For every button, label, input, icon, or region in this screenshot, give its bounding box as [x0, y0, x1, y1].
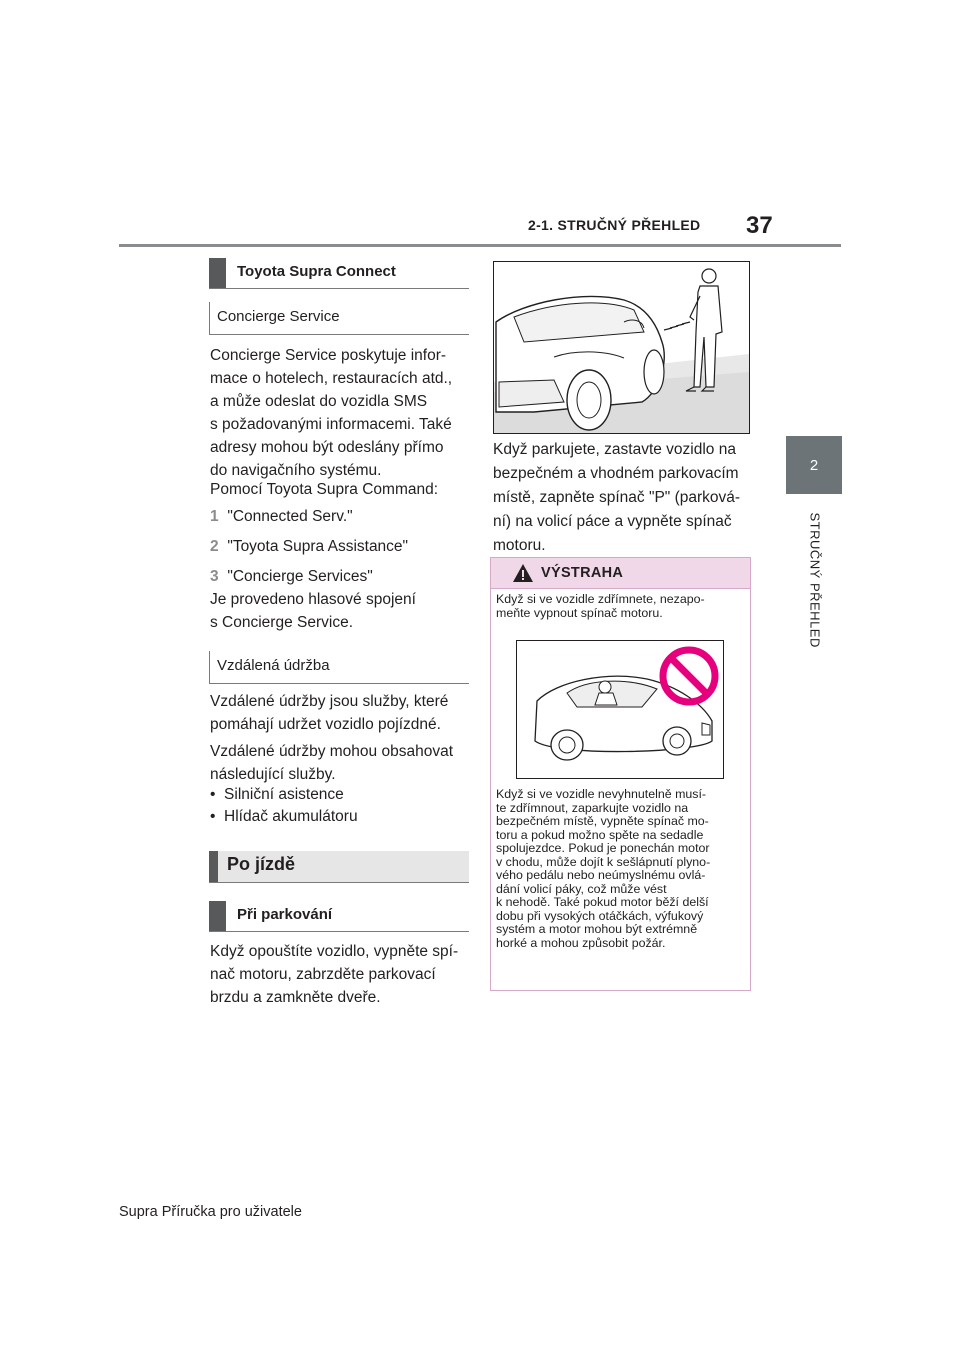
car-and-person-illustration: [494, 262, 749, 433]
parking-illustration: [493, 261, 750, 434]
step-item: 1 "Connected Serv.": [210, 508, 353, 525]
heading-toyota-supra-connect: Toyota Supra Connect: [209, 258, 469, 289]
paragraph-remote-2: Vzdálené údržby mohou obsahovat následující služby.: [210, 743, 453, 783]
heading-pri-parkovani: Při parkování: [209, 901, 469, 932]
paragraph-voice: Je provedeno hlasové spojení s Concierge Service.: [210, 591, 416, 631]
chapter-label: STRUČNÝ PŘEHLED: [807, 512, 823, 648]
sleeping-in-car-illustration: [516, 640, 724, 779]
chapter-number: 2: [809, 456, 819, 474]
prohibited-icon: [663, 650, 715, 702]
steps-list: [210, 501, 470, 588]
header-rule: [119, 244, 841, 247]
paragraph-parking: Když parkujete, zastavte vozidlo na bezpečném a vhodném parkovacím místě, zapněte spínač "P" (parková- ní) na volicí páce a vypněte spínač motoru.: [493, 441, 741, 554]
car-with-sleeper-illustration: [517, 641, 723, 778]
list-item: • Hlídač akumulátoru: [210, 808, 358, 825]
step-item: 2 "Toyota Supra Assistance": [210, 538, 409, 555]
footer-manual-title: Supra Příručka pro uživatele: [119, 1204, 302, 1220]
paragraph-leaving: Když opouštíte vozidlo, vypněte spí- nač motoru, zabrzděte parkovací brzdu a zamkněte dveře.: [210, 943, 459, 1006]
heading-po-jizde: Po jízdě: [209, 851, 469, 883]
warning-triangle-icon: [512, 563, 534, 583]
paragraph-concierge: Concierge Service poskytuje infor- mace o hotelech, restauracích atd., a může odeslat do vozidla SMS s požadovanými informacemi. Také adresy mohou být odeslány přímo do navigačního systému.: [210, 347, 453, 479]
page-number: 37: [746, 212, 773, 239]
warning-title: VÝSTRAHA: [541, 565, 624, 581]
section-label: 2-1. STRUČNÝ PŘEHLED: [528, 217, 701, 233]
subheading-concierge: Concierge Service: [209, 302, 469, 335]
step-item: 3 "Concierge Services": [210, 568, 373, 585]
bullet-list: [210, 784, 470, 828]
warning-header: [491, 558, 750, 589]
list-item: • Silniční asistence: [210, 786, 344, 803]
warning-text-2: Když si ve vozidle nevyhnutelně musí- te zdřímnout, zaparkujte vozidlo na bezpečném místě, vypněte spínač mo- toru a pokud možno spěte na sedadle spolujezdce. Pokud je ponechán motor v chodu, může dojít k sešlápnutí plyno- vého pedálu nebo neúmyslnému ovlá- dání volicí páky, což může vést k nehodě. Také pokud motor běží delší dobu při vysokých otáčkách, výfukový systém a motor mohou být extrémně horké a mohou způsobit požár.: [496, 787, 711, 950]
chapter-tab: [786, 436, 842, 494]
paragraph-remote-1: Vzdálené údržby jsou služby, které pomáhají udržet vozidlo pojízdné.: [210, 693, 449, 733]
warning-text-1: Když si ve vozidle zdřímnete, nezapo- meňte vypnout spínač motoru.: [496, 592, 705, 620]
subheading-remote-maintenance: Vzdálená údržba: [209, 651, 469, 684]
paragraph-command: Pomocí Toyota Supra Command:: [210, 481, 439, 498]
